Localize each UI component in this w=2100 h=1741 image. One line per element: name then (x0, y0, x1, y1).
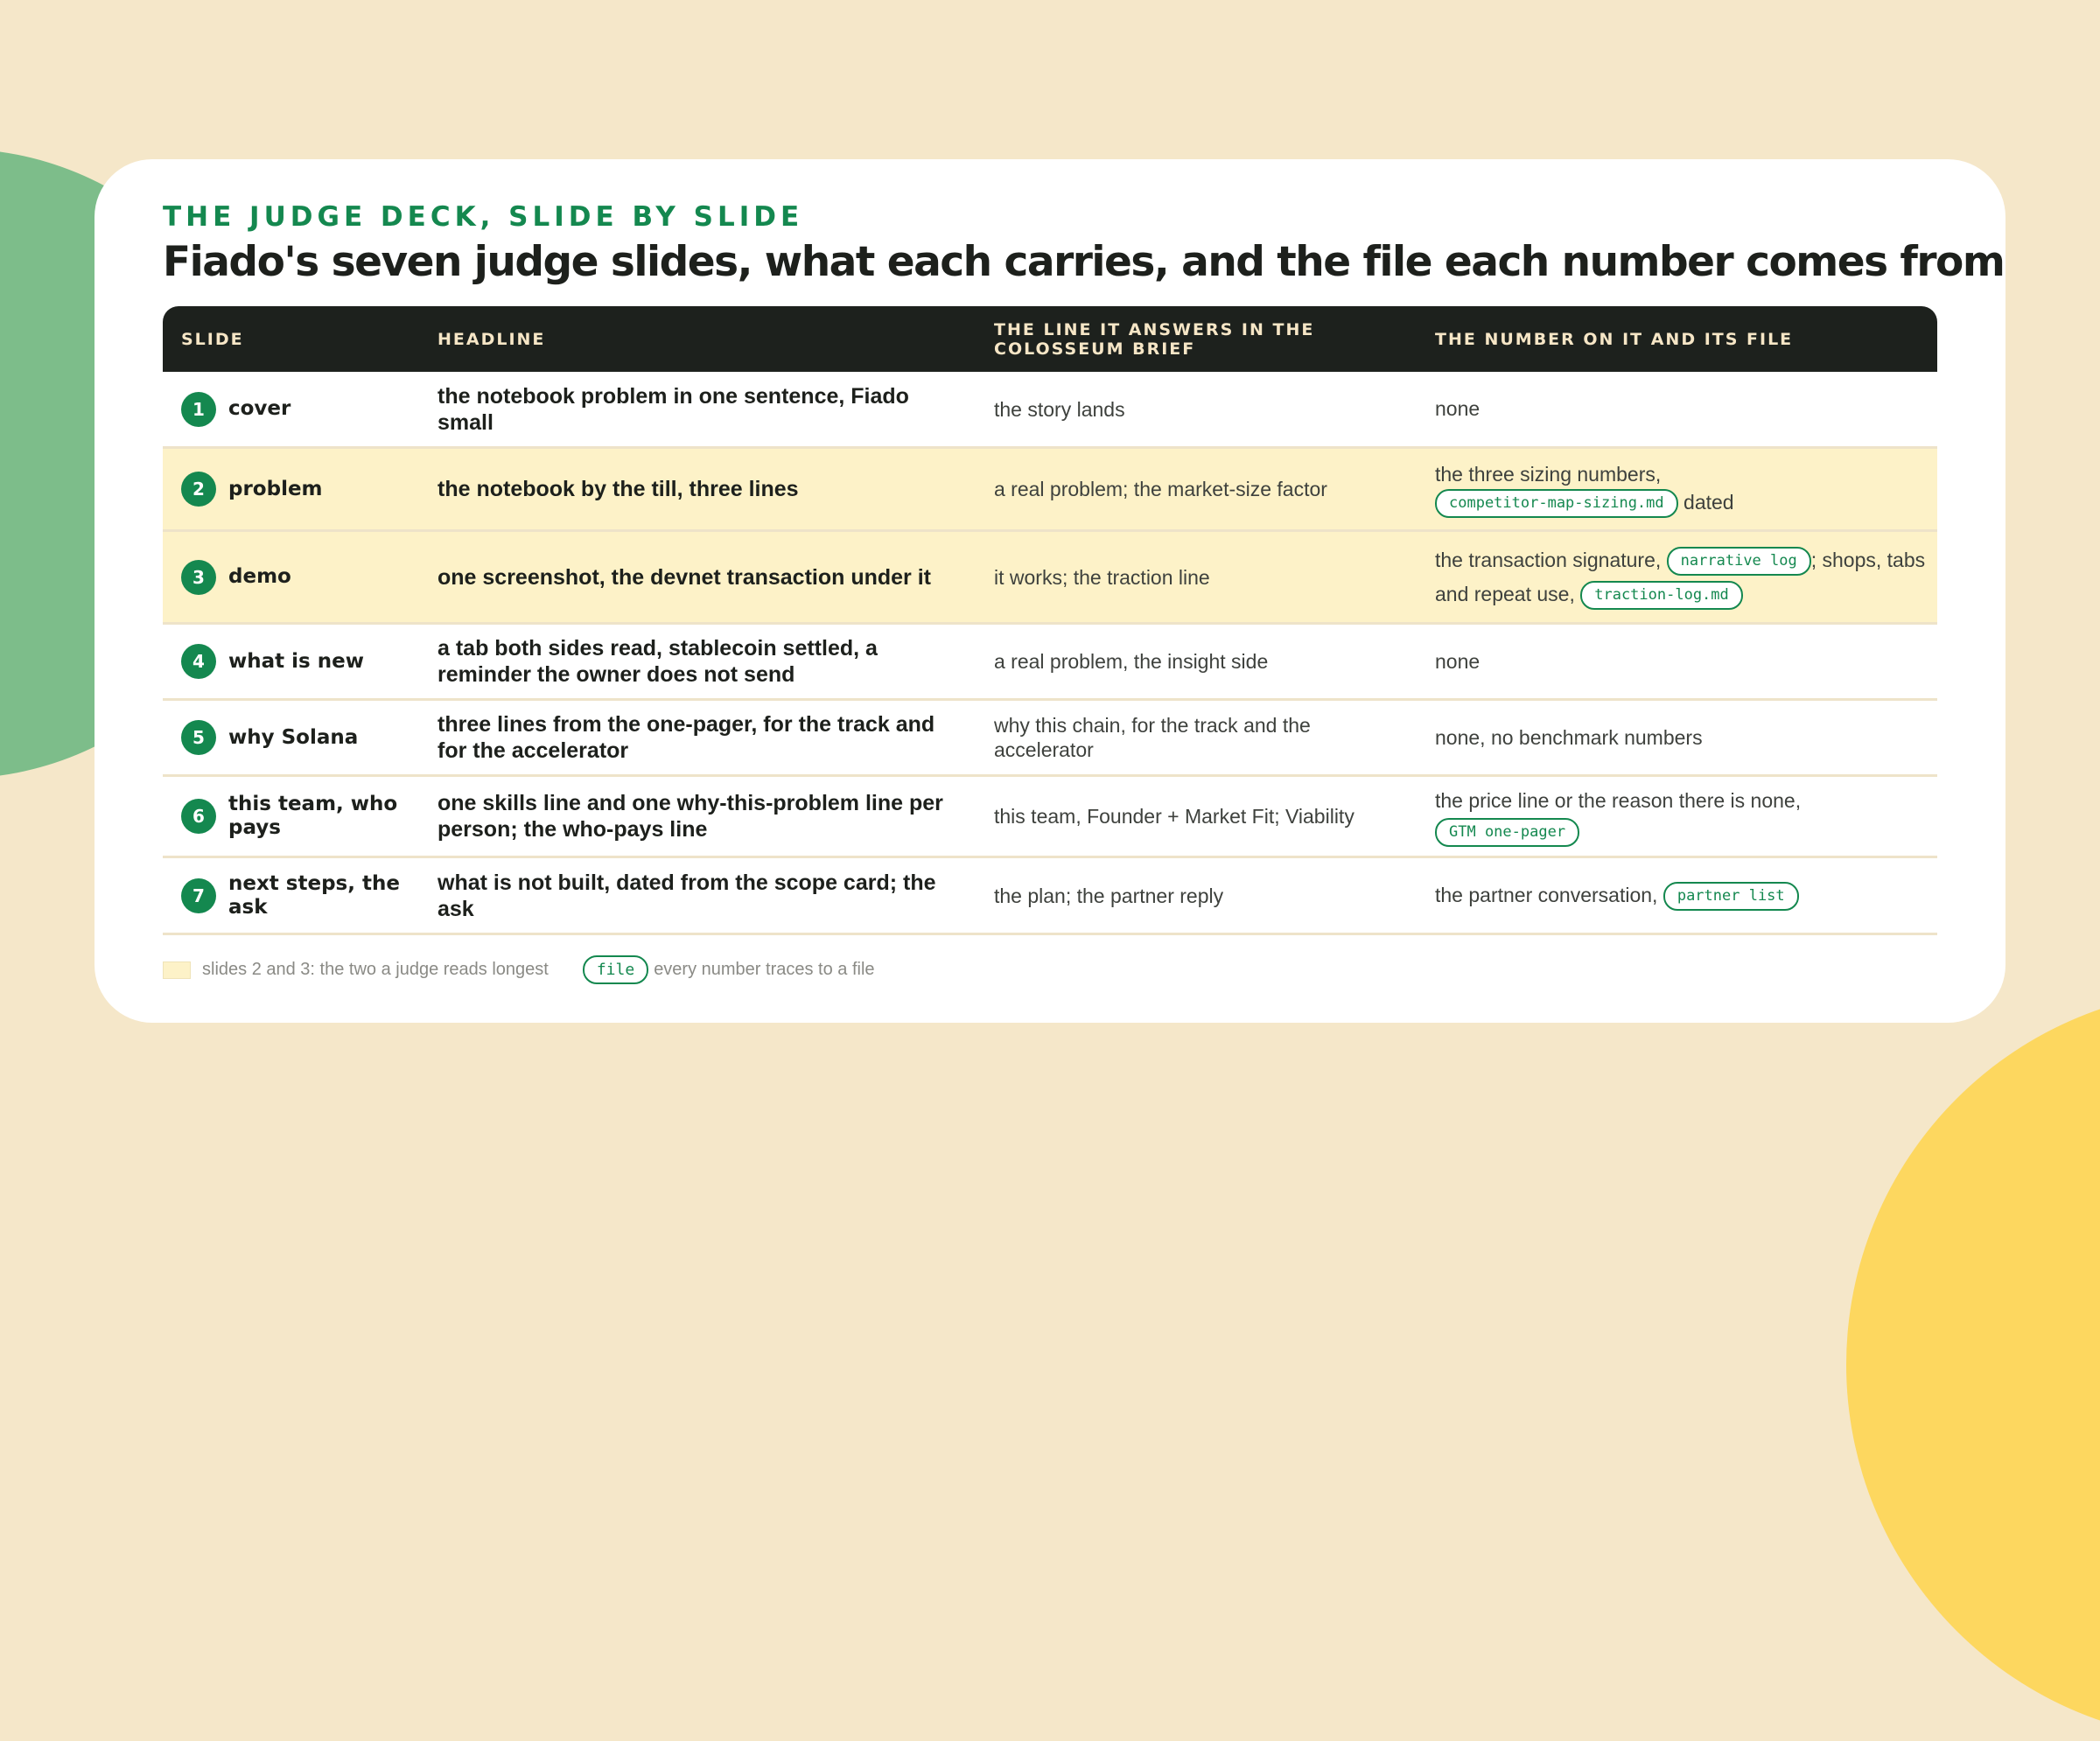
number-text: none (1435, 649, 1480, 673)
table-row (163, 701, 1937, 777)
number-and-file (1417, 460, 1937, 518)
slide-headline: the notebook by the till, three lines (438, 477, 799, 501)
slide-name: demo (228, 565, 291, 588)
highlight-swatch (163, 961, 191, 979)
brief-line: a real problem, the insight side (994, 650, 1269, 673)
file-chip[interactable]: GTM one-pager (1435, 818, 1579, 847)
number-and-file (1417, 645, 1937, 679)
number-and-file (1417, 543, 1937, 612)
slide-name: problem (228, 477, 323, 500)
brief-line: the story lands (994, 397, 1125, 421)
slide-number-badge: 4 (181, 644, 216, 679)
slide-headline: one screenshot, the devnet transaction under it (438, 564, 932, 590)
slide-headline: the notebook problem in one sentence, Fiado small (438, 383, 909, 435)
slide-cell (163, 392, 419, 427)
slide-name: cover (228, 397, 291, 420)
slide-name: this team, who pays (228, 793, 398, 839)
slide-name: why Solana (228, 725, 359, 749)
slide-number-badge: 7 (181, 878, 216, 913)
number-text: none (1435, 397, 1480, 420)
legend-highlight-text: slides 2 and 3: the two a judge reads longest (202, 960, 549, 979)
table-row-highlighted (163, 449, 1937, 532)
number-text: the three sizing numbers, (1435, 462, 1662, 486)
column-header-headline: HEADLINE (438, 329, 546, 349)
column-header-number-file: THE NUMBER ON IT AND ITS FILE (1435, 329, 1794, 349)
number-and-file (1417, 721, 1937, 755)
slide-cell (163, 472, 419, 507)
slide-number-badge: 3 (181, 560, 216, 595)
legend (163, 955, 875, 984)
slide-cell (163, 872, 419, 919)
table-header (163, 306, 1937, 372)
brief-line: this team, Founder + Market Fit; Viability (994, 805, 1354, 828)
page-title: Fiado's seven judge slides, what each carries, and the file each number comes from (163, 238, 2005, 286)
slides-table (163, 306, 1937, 935)
file-chip[interactable]: traction-log.md (1580, 581, 1743, 610)
slide-name: next steps, the ask (228, 871, 400, 919)
number-and-file (1417, 786, 1937, 846)
table-row-highlighted (163, 532, 1937, 625)
legend-file-text: every number traces to a file (654, 960, 875, 979)
slide-name: what is new (228, 649, 364, 673)
slide-headline: a tab both sides read, stablecoin settled, a reminder the owner does not send (438, 636, 878, 687)
column-header-slide: SLIDE (181, 329, 244, 349)
file-chip[interactable]: narrative log (1667, 547, 1811, 576)
number-text-suffix: dated (1684, 490, 1734, 514)
slide-cell (163, 720, 419, 755)
number-text: the price line or the reason there is none, (1435, 789, 1802, 813)
number-text-suffix: ; shops, tabs and repeat use, (1435, 548, 1926, 605)
table-row (163, 372, 1937, 449)
file-chip[interactable]: partner list (1663, 882, 1799, 911)
number-and-file (1417, 878, 1937, 912)
table-row (163, 625, 1937, 701)
file-chip[interactable]: competitor-map-sizing.md (1435, 489, 1678, 518)
slide-cell (163, 644, 419, 679)
slide-cell (163, 793, 419, 840)
number-text: none, no benchmark numbers (1435, 725, 1703, 749)
table-row (163, 858, 1937, 935)
brief-line: why this chain, for the track and the accelerator (994, 714, 1311, 761)
brief-line: the plan; the partner reply (994, 884, 1224, 907)
slide-number-badge: 6 (181, 799, 216, 834)
content-card (94, 159, 2006, 1023)
eyebrow-label: THE JUDGE DECK, SLIDE BY SLIDE (163, 201, 804, 233)
column-header-brief-line: THE LINE IT ANSWERS IN THE COLOSSEUM BRIEF (994, 319, 1315, 359)
brief-line: a real problem; the market-size factor (994, 478, 1327, 500)
table-row (163, 777, 1937, 858)
decorative-yellow-circle (1846, 989, 2100, 1741)
number-and-file (1417, 392, 1937, 426)
legend-file-chip: file (583, 955, 648, 984)
slide-number-badge: 1 (181, 392, 216, 427)
slide-headline: three lines from the one-pager, for the track and for the accelerator (438, 712, 935, 763)
number-text: the partner conversation, (1435, 884, 1658, 906)
slide-number-badge: 5 (181, 720, 216, 755)
brief-line: it works; the traction line (994, 565, 1210, 589)
slide-number-badge: 2 (181, 472, 216, 507)
slide-headline: what is not built, dated from the scope card; the ask (438, 870, 936, 921)
slide-cell (163, 560, 419, 595)
slide-headline: one skills line and one why-this-problem line per person; the who-pays line (438, 791, 943, 842)
number-text: the transaction signature, (1435, 548, 1662, 571)
